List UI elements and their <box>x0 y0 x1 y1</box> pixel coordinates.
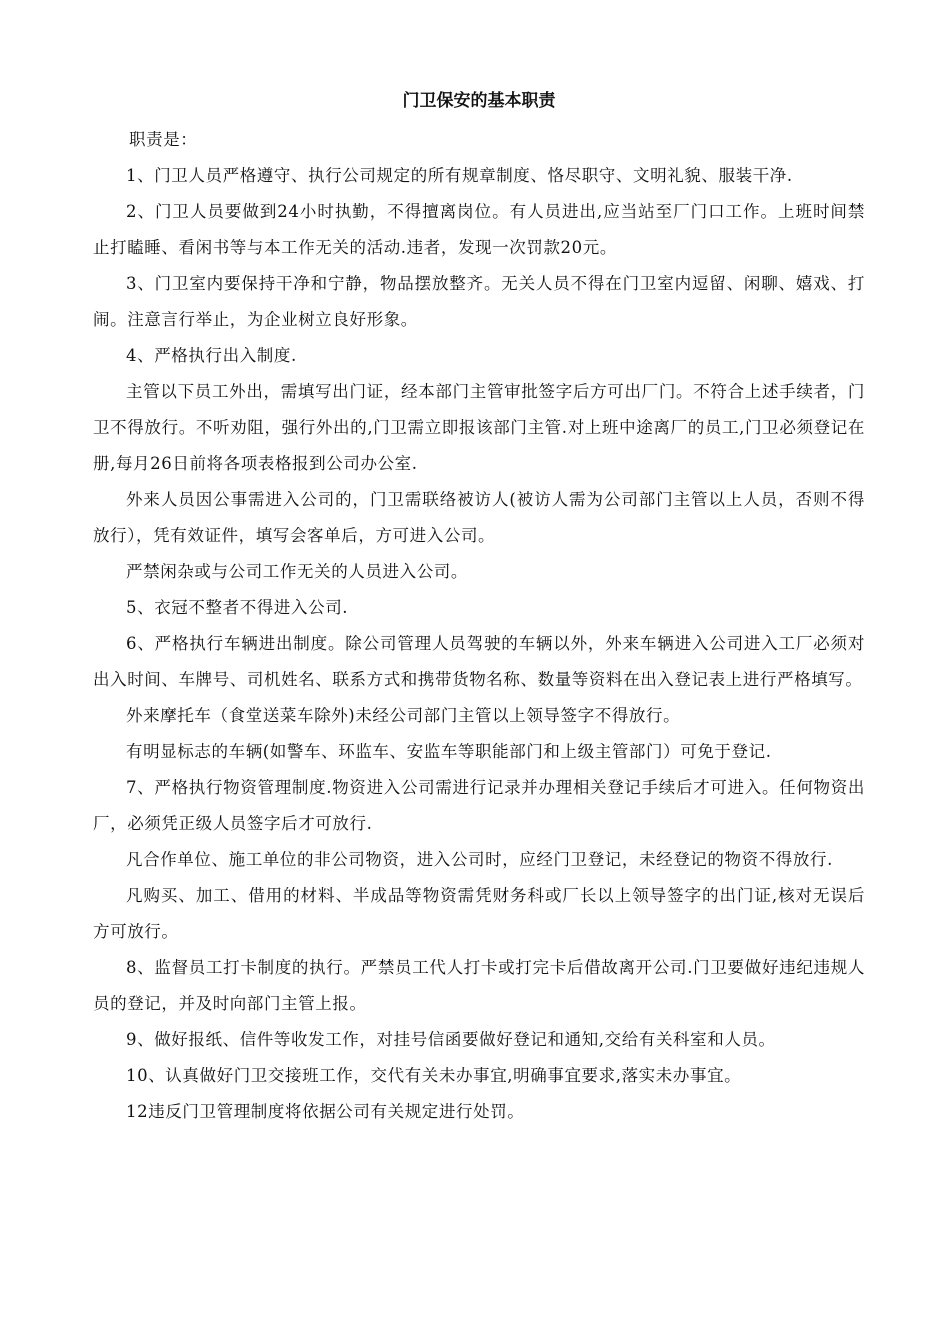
paragraph-4c: 严禁闲杂或与公司工作无关的人员进入公司。 <box>126 562 468 581</box>
paragraph-10: 10、认真做好门卫交接班工作，交代有关未办事宜,明确事宜要求,落实未办事宜。 <box>126 1066 742 1085</box>
paragraph-6a: 外来摩托车（食堂送菜车除外)未经公司部门主管以上领导签字不得放行。 <box>126 706 681 725</box>
document-page <box>93 88 865 1130</box>
paragraph-3: 3、门卫室内要保持干净和宁静，物品摆放整齐。无关人员不得在门卫室内逗留、闲聊、嬉戏、打闹。注意言行举止，为企业树立良好形象。 <box>93 274 865 329</box>
intro-text: 职责是： <box>129 130 198 149</box>
paragraph-4a: 主管以下员工外出，需填写出门证，经本部门主管审批签字后方可出厂门。不符合上述手续者，门卫不得放行。不听劝阻，强行外出的,门卫需立即报该部门主管.对上班中途离厂的员工,门卫必须登记在册,每月26日前将各项表格报到公司办公室. <box>93 382 865 473</box>
paragraph-7b: 凡购买、加工、借用的材料、半成品等物资需凭财务科或厂长以上领导签字的出门证,核对无误后方可放行。 <box>93 886 865 941</box>
paragraph-12: 12违反门卫管理制度将依据公司有关规定进行处罚。 <box>126 1102 525 1121</box>
paragraph-1: 1、门卫人员严格遵守、执行公司规定的所有规章制度、恪尽职守、文明礼貌、服装干净. <box>126 166 793 185</box>
paragraph-4: 4、严格执行出入制度. <box>126 346 297 365</box>
document-title: 门卫保安的基本职责 <box>402 91 556 111</box>
paragraph-2: 2、门卫人员要做到24小时执勤，不得擅离岗位。有人员进出,应当站至厂门口工作。上班时间禁止打瞌睡、看闲书等与本工作无关的活动.违者，发现一次罚款20元。 <box>93 202 865 257</box>
paragraph-4b: 外来人员因公事需进入公司的，门卫需联络被访人(被访人需为公司部门主管以上人员，否则不得放行），凭有效证件，填写会客单后，方可进入公司。 <box>93 490 865 545</box>
paragraph-7: 7、严格执行物资管理制度.物资进入公司需进行记录并办理相关登记手续后才可进入。任何物资出厂，必须凭正级人员签字后才可放行. <box>93 778 865 833</box>
paragraph-5: 5、衣冠不整者不得进入公司. <box>126 598 349 617</box>
paragraph-8: 8、监督员工打卡制度的执行。严禁员工代人打卡或打完卡后借故离开公司.门卫要做好违纪违规人员的登记，并及时向部门主管上报。 <box>93 958 865 1013</box>
paragraph-7a: 凡合作单位、施工单位的非公司物资，进入公司时，应经门卫登记，未经登记的物资不得放行. <box>126 850 833 869</box>
paragraph-6b: 有明显标志的车辆(如警车、环监车、安监车等职能部门和上级主管部门）可免于登记. <box>126 742 772 761</box>
paragraph-6: 6、严格执行车辆进出制度。除公司管理人员驾驶的车辆以外，外来车辆进入公司进入工厂必须对出入时间、车牌号、司机姓名、联系方式和携带货物名称、数量等资料在出入登记表上进行严格填写。 <box>93 634 865 689</box>
paragraph-9: 9、做好报纸、信件等收发工作，对挂号信函要做好登记和通知,交给有关科室和人员。 <box>126 1030 776 1049</box>
